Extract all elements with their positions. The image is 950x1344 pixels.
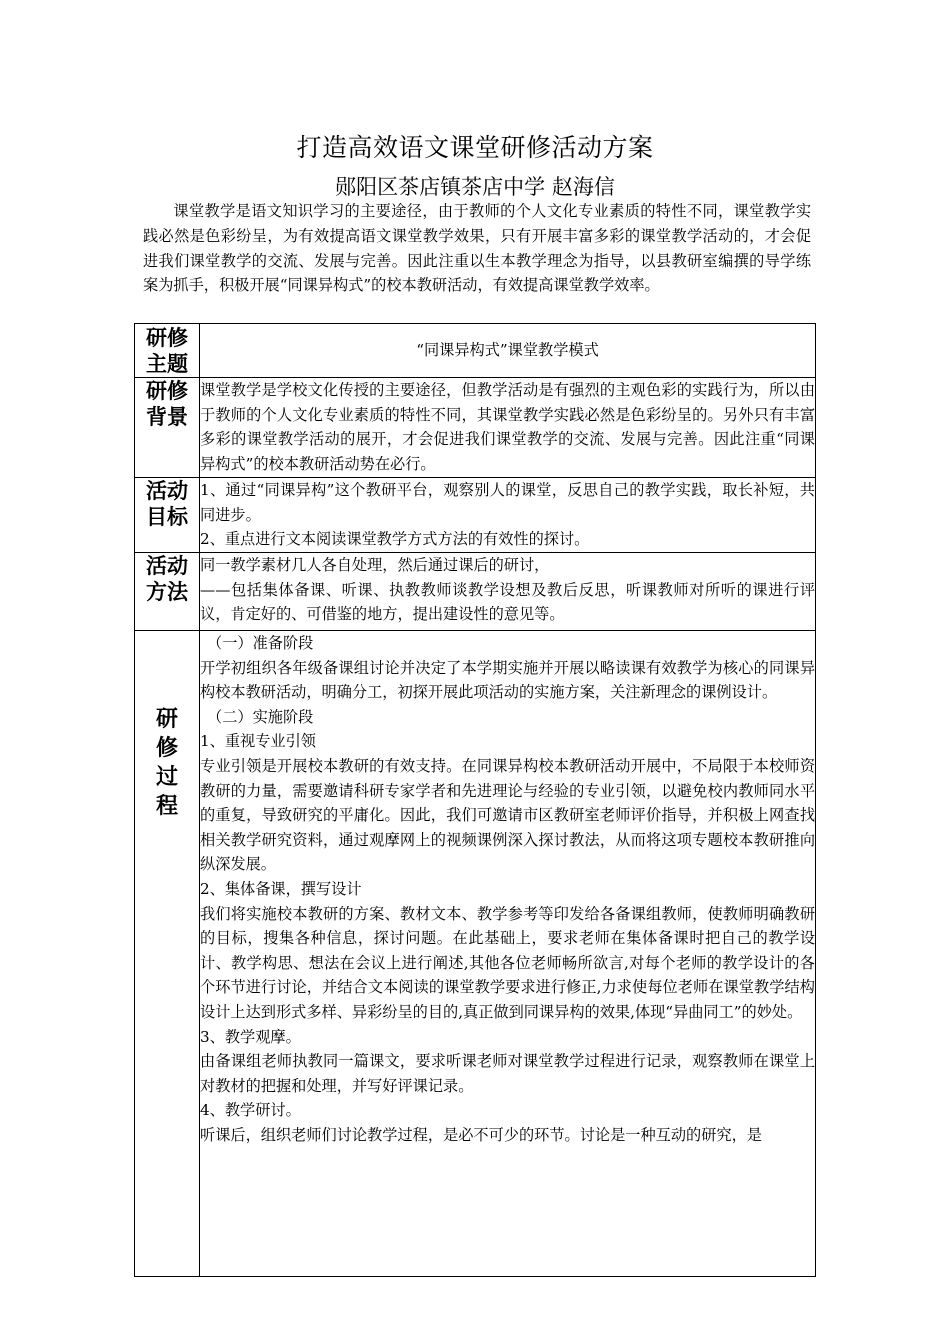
table-row-method xyxy=(135,553,816,631)
row-label-goal xyxy=(135,478,200,553)
row-label-text: 活动方法 xyxy=(145,554,188,604)
process-paragraph: 专业引领是开展校本教研的有效支持。在同课异构校本教研活动开展中，不局限于本校师资教研的力量，需要邀请科研专家学者和先进理论与经验的专业引领，以避免校内教师同水平的重复，导致研究的平庸化。因此，我们可邀请市区教研室老师评价指导，并积极上网查找相关教学研究资料，通过观摩网上的视频课例深入探讨教法，从而将这项专题校本教研推向纵深发展。 xyxy=(200,756,815,874)
row-label-text: 研修主题 xyxy=(145,326,188,376)
process-paragraph: 开学初组织各年级备课组讨论并决定了本学期实施并开展以略读课有效教学为核心的同课异构校本教研活动，明确分工，初探开展此项活动的实施方案，关注新理念的课例设计。 xyxy=(200,658,815,702)
process-paragraph: 由备课组老师执教同一篇课文，要求听课老师对课堂教学过程进行记录，观察教师在课堂上对教材的把握和处理，并写好评课记录。 xyxy=(200,1052,815,1095)
row-label-process xyxy=(135,631,200,1277)
plan-table xyxy=(134,323,816,1277)
document-title: 打造高效语文课堂研修活动方案 xyxy=(296,133,654,162)
table-row-process xyxy=(135,631,816,1277)
table-row-goal xyxy=(135,478,816,553)
process-body xyxy=(200,631,815,1202)
row-label-char: 程 xyxy=(155,794,178,819)
process-paragraph: 3、教学观摩。 xyxy=(200,1027,301,1046)
row-label-text: 研修背景 xyxy=(145,379,188,429)
row-label-background xyxy=(135,378,200,478)
background-content xyxy=(200,378,816,478)
row-label-char: 研 xyxy=(155,707,178,732)
topic-content: “同课异构式”课堂教学模式 xyxy=(200,324,816,378)
process-paragraph: （二）实施阶段 xyxy=(207,707,314,726)
intro-section xyxy=(143,199,811,298)
goal-content xyxy=(200,478,816,553)
row-label-char: 过 xyxy=(155,765,178,790)
method-content xyxy=(200,553,816,631)
background-paragraph: 课堂教学是学校文化传授的主要途径，但教学活动是有强烈的主观色彩的实践行为，所以由于教师的个人文化专业素质的特性不同，其课堂教学实践必然是色彩纷呈的。另外只有丰富多彩的课堂教学活动的展开，才会促进我们课堂教学的交流、发展与完善。因此注重“同课异构式”的校本教研活动势在必行。 xyxy=(200,381,815,473)
process-paragraph: 我们将实施校本教研的方案、教材文本、教学参考等印发给各备课组教师，使教师明确教研的目标，搜集各种信息，探讨问题。在此基础上，要求老师在集体备课时把自己的教学设计、教学构思、想法在会议上进行阐述,其他各位老师畅所欲言,对每个老师的教学设计的各个环节进行讨论，并结合文本阅读的课堂教学要求进行修正,力求使每位老师在课堂教学结构设计上达到形式多样、异彩纷呈的目的,真正做到同课异构的效果,体现“异曲同工”的妙处。 xyxy=(200,904,815,1021)
method-item: ——包括集体备课、听课、执教教师谈教学设想及教后反思，听课教师对所听的课进行评议，肯定好的、可借鉴的地方，提出建设性的意见等。 xyxy=(200,580,815,624)
table-row-background xyxy=(135,378,816,478)
row-label-text: 活动目标 xyxy=(145,479,188,529)
document-author-line: 郧阳区茶店镇茶店中学 赵海信 xyxy=(335,175,615,199)
process-paragraph: 1、重视专业引领 xyxy=(200,732,316,751)
process-paragraph: 2、集体备课，撰写设计 xyxy=(200,879,362,898)
table-row-topic xyxy=(135,324,816,378)
row-label-method xyxy=(135,553,200,631)
process-paragraph: （一）准备阶段 xyxy=(207,634,314,652)
method-item: 同一教学素材几人各自处理，然后通过课后的研讨， xyxy=(200,556,550,574)
process-paragraph: 听课后，组织老师们讨论教学过程，是必不可少的环节。讨论是一种互动的研究，是 xyxy=(200,1125,762,1144)
process-content xyxy=(200,631,816,1277)
process-paragraph: 4、教学研讨。 xyxy=(200,1101,301,1120)
goal-item: 1、通过“同课异构”这个教研平台，观察别人的课堂，反思自己的教学实践，取长补短，共同进步。 xyxy=(200,481,815,524)
row-label-topic xyxy=(135,324,200,378)
row-label-char: 修 xyxy=(155,736,178,761)
goal-item: 2、重点进行文本阅读课堂教学方式方法的有效性的探讨。 xyxy=(200,530,590,549)
intro-paragraph: 课堂教学是语文知识学习的主要途径，由于教师的个人文化专业素质的特性不同，课堂教学实践必然是色彩纷呈，为有效提高语文课堂教学效果，只有开展丰富多彩的课堂教学活动的，才会促进我们课堂教学的交流、发展与完善。因此注重以生本教学理念为指导，以县教研室编撰的导学练案为抓手，积极开展“同课异构式”的校本教研活动，有效提高课堂教学效率。 xyxy=(143,202,811,295)
